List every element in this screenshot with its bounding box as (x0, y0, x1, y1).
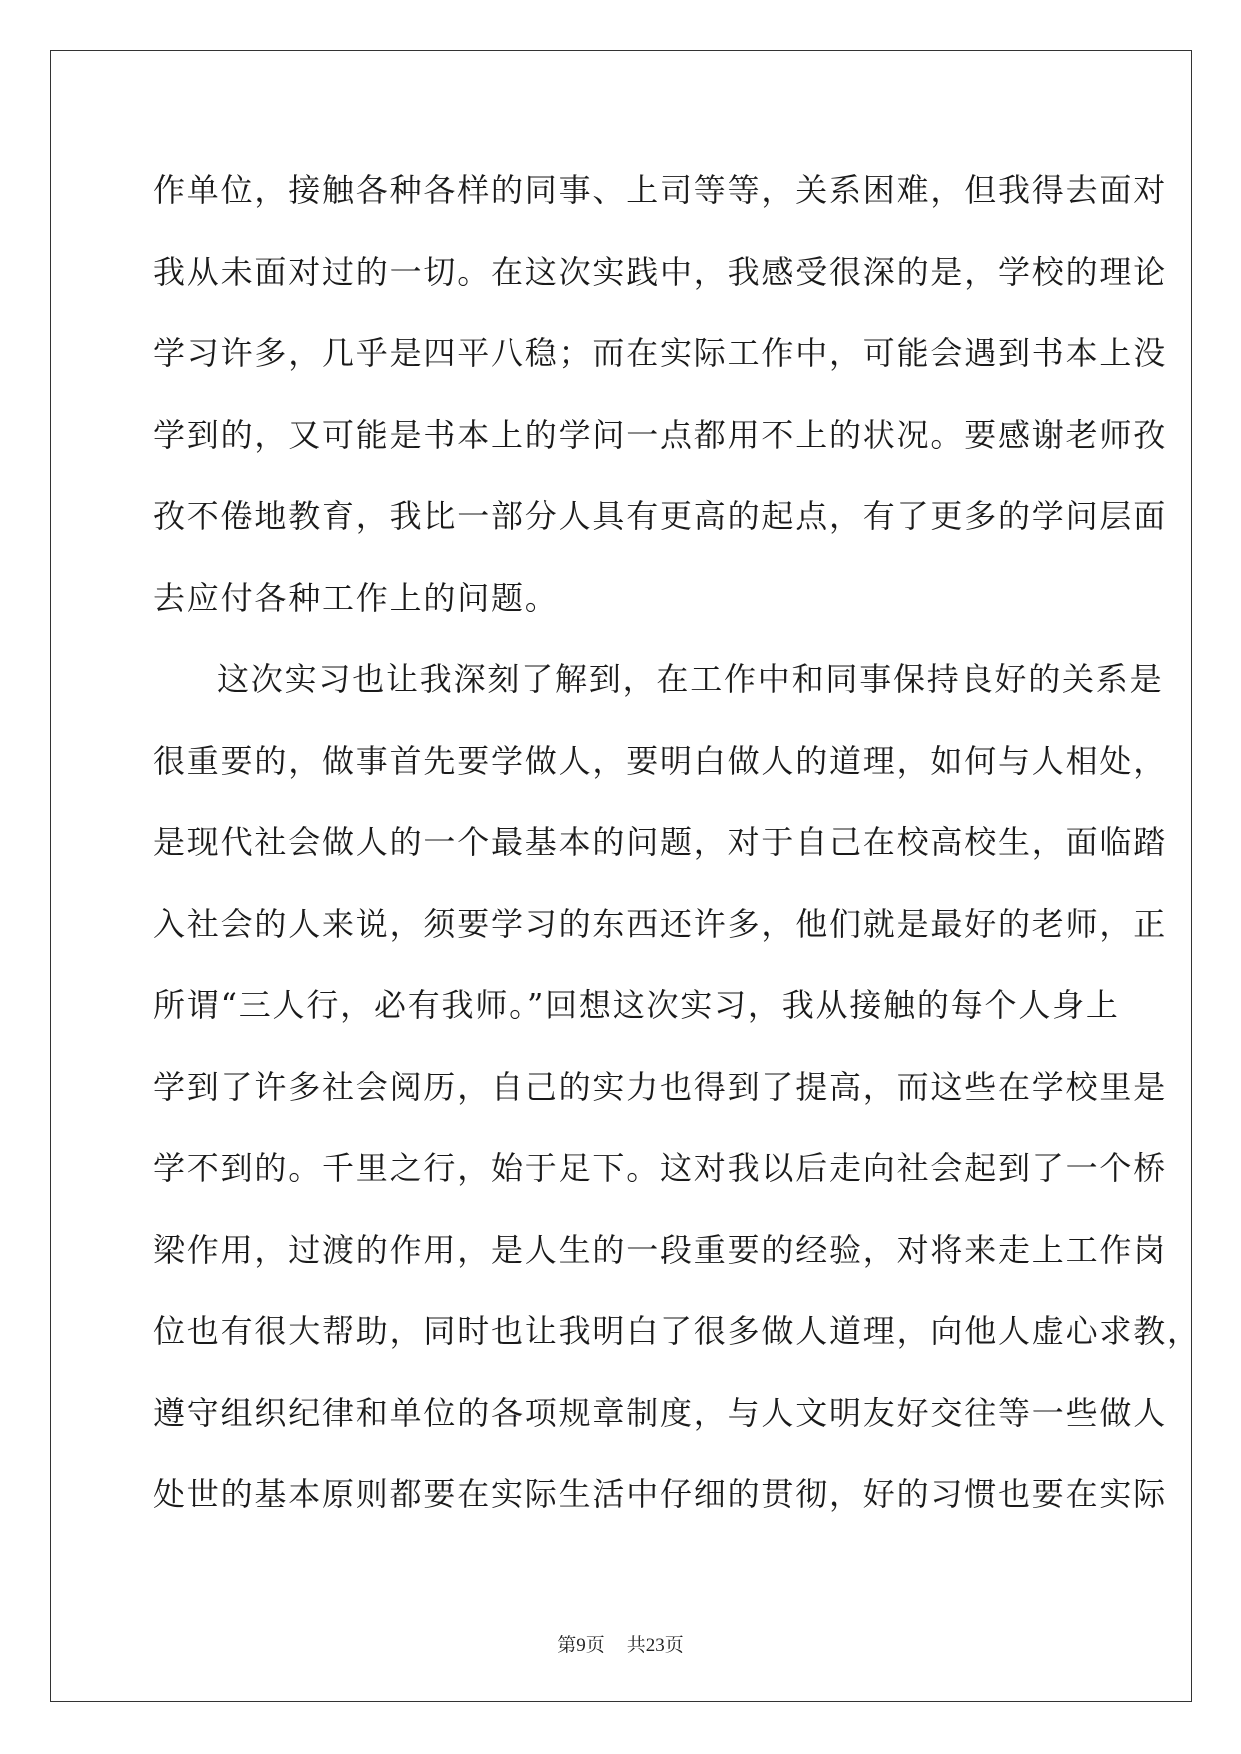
body-line: 学不到的。千里之行，始于足下。这对我以后走向社会起到了一个桥 (153, 1149, 1168, 1187)
body-line: 遵守组织纪律和单位的各项规章制度，与人文明友好交往等一些做人 (153, 1393, 1168, 1432)
body-line: 孜不倦地教育，我比一部分人具有更高的起点，有了更多的学问层面 (153, 497, 1168, 535)
body-line: 位也有很大帮助，同时也让我明白了很多做人道理，向他人虚心求教， (153, 1312, 1201, 1350)
body-line: 处世的基本原则都要在实际生活中仔细的贯彻，好的习惯也要在实际 (153, 1475, 1168, 1513)
body-line: 学习许多，几乎是四平八稳；而在实际工作中，可能会遇到书本上没 (153, 334, 1168, 372)
body-line: 梁作用，过渡的作用，是人生的一段重要的经验，对将来走上工作岗 (153, 1230, 1168, 1269)
page-footer (0, 1630, 1241, 1657)
page-number: 第9页 (557, 1635, 605, 1656)
body-line: 是现代社会做人的一个最基本的问题，对于自己在校高校生，面临踏 (153, 823, 1168, 861)
document-body (153, 160, 1201, 1546)
body-line: 所谓“三人行，必有我师。”回想这次实习，我从接触的每个人身上 (153, 986, 1120, 1024)
body-line: 入社会的人来说，须要学习的东西还许多，他们就是最好的老师，正 (153, 904, 1168, 943)
body-line: 学到的，又可能是书本上的学问一点都用不上的状况。要感谢老师孜 (153, 415, 1168, 454)
body-line: 学到了许多社会阅历，自己的实力也得到了提高，而这些在学校里是 (153, 1067, 1168, 1106)
body-line: 作单位，接触各种各样的同事、上司等等，关系困难，但我得去面对 (153, 171, 1168, 209)
page-total: 共23页 (626, 1635, 684, 1656)
paragraph-first-line: 这次实习也让我深刻了解到，在工作中和同事保持良好的关系是 (217, 660, 1164, 698)
body-line: 我从未面对过的一切。在这次实践中，我感受很深的是，学校的理论 (153, 252, 1168, 291)
body-line: 很重要的，做事首先要学做人，要明白做人的道理，如何与人相处， (153, 741, 1168, 780)
body-line: 去应付各种工作上的问题。 (153, 578, 559, 617)
